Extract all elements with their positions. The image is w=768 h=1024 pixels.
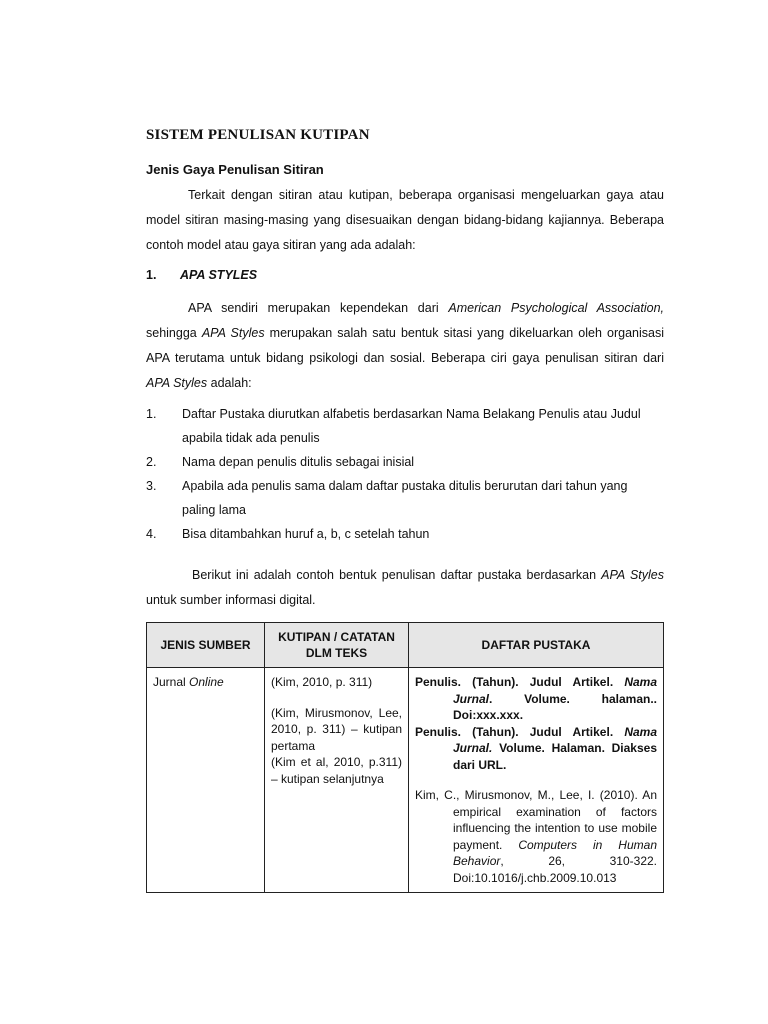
ref-text-italic: Nama Jurnal	[453, 675, 657, 706]
list-item	[146, 402, 664, 450]
example-text: untuk sumber informasi digital.	[146, 593, 316, 607]
list-item	[146, 522, 664, 546]
apa-features-list	[146, 402, 664, 546]
list-number: 3.	[146, 479, 157, 493]
source-text: Jurnal	[153, 675, 190, 689]
page-title: SISTEM PENULISAN KUTIPAN	[146, 127, 370, 143]
citation-line: (Kim, 2010, p. 311)	[271, 675, 373, 689]
apa-styles-heading	[146, 268, 257, 282]
list-text: Daftar Pustaka diurutkan alfabetis berdasarkan Nama Belakang Penulis atau Judul apabila tidak ada penulis	[182, 407, 641, 445]
header-kutipan: KUTIPAN / CATATAN DLM TEKS	[265, 623, 409, 668]
list-number: 1.	[146, 407, 157, 421]
apa-text-italic: APA Styles	[201, 326, 265, 340]
source-text-italic: Online	[189, 675, 224, 689]
apa-text: APA sendiri merupakan kependekan dari	[188, 301, 449, 315]
section-subtitle: Jenis Gaya Penulisan Sitiran	[146, 162, 324, 177]
reference-table	[146, 622, 664, 893]
apa-text: sehingga	[146, 326, 202, 340]
apa-text: adalah:	[207, 376, 252, 390]
ref-text: Penulis. (Tahun). Judul Artikel.	[415, 675, 625, 689]
intro-paragraph: Terkait dengan sitiran atau kutipan, beberapa organisasi mengeluarkan gaya atau model sitiran masing-masing yang disesuaikan dengan bidang-bidang kajiannya. Beberapa contoh model atau gaya sitiran yang ada adalah:	[146, 188, 664, 252]
reference-example	[415, 787, 657, 886]
cell-source	[147, 668, 265, 893]
list-text: Nama depan penulis ditulis sebagai inisial	[182, 455, 415, 469]
heading-label: APA STYLES	[180, 268, 258, 282]
list-text: Bisa ditambahkan huruf a, b, c setelah tahun	[182, 527, 430, 541]
example-paragraph	[146, 563, 664, 613]
header-daftar-pustaka: DAFTAR PUSTAKA	[409, 623, 664, 668]
ref-text: , 26, 310-322. Doi:10.1016/j.chb.2009.10.013	[453, 854, 657, 885]
list-item	[146, 450, 664, 474]
table-header-row	[147, 623, 664, 668]
ref-text: Penulis. (Tahun). Judul Artikel.	[415, 724, 625, 739]
header-jenis-sumber: JENIS SUMBER	[147, 623, 265, 668]
cell-citations	[265, 668, 409, 893]
apa-text-italic: American Psychological Association,	[448, 301, 664, 315]
list-number: 4.	[146, 527, 157, 541]
citation-line: (Kim et al, 2010, p.311) – kutipan selanjutnya	[271, 755, 402, 786]
list-item	[146, 474, 664, 522]
citation-line: (Kim, Mirusmonov, Lee, 2010, p. 311) – kutipan pertama	[271, 705, 402, 753]
list-number: 2.	[146, 455, 157, 469]
ref-text-italic: Computers in Human Behavior	[453, 837, 657, 868]
ref-text: Kim, C., Mirusmonov, M., Lee, I. (2010). An empirical examination of factors influencing the intention to use mobile payment.	[415, 788, 657, 852]
example-text: Berikut ini adalah contoh bentuk penulisan daftar pustaka berdasarkan	[192, 568, 602, 582]
reference-format	[415, 724, 657, 774]
example-text-italic: APA Styles	[601, 568, 664, 582]
ref-text: Volume. Halaman. Diakses dari URL.	[453, 741, 657, 772]
ref-text: . Volume. halaman.. Doi:xxx.xxx.	[453, 691, 657, 722]
apa-text: merupakan salah satu bentuk sitasi yang dikeluarkan oleh organisasi APA terutama untuk bidang psikologi dan sosial. Beberapa ciri gaya penulisan sitiran dari	[146, 326, 664, 365]
ref-text-italic: Nama Jurnal.	[453, 724, 657, 755]
reference-format	[415, 674, 657, 724]
apa-text-italic: APA Styles	[146, 376, 208, 390]
list-text: Apabila ada penulis sama dalam daftar pustaka ditulis berurutan dari tahun yang paling lama	[182, 479, 628, 517]
cell-references	[409, 668, 664, 893]
table-row	[147, 668, 664, 893]
heading-number: 1.	[146, 268, 157, 282]
apa-paragraph	[146, 296, 664, 396]
